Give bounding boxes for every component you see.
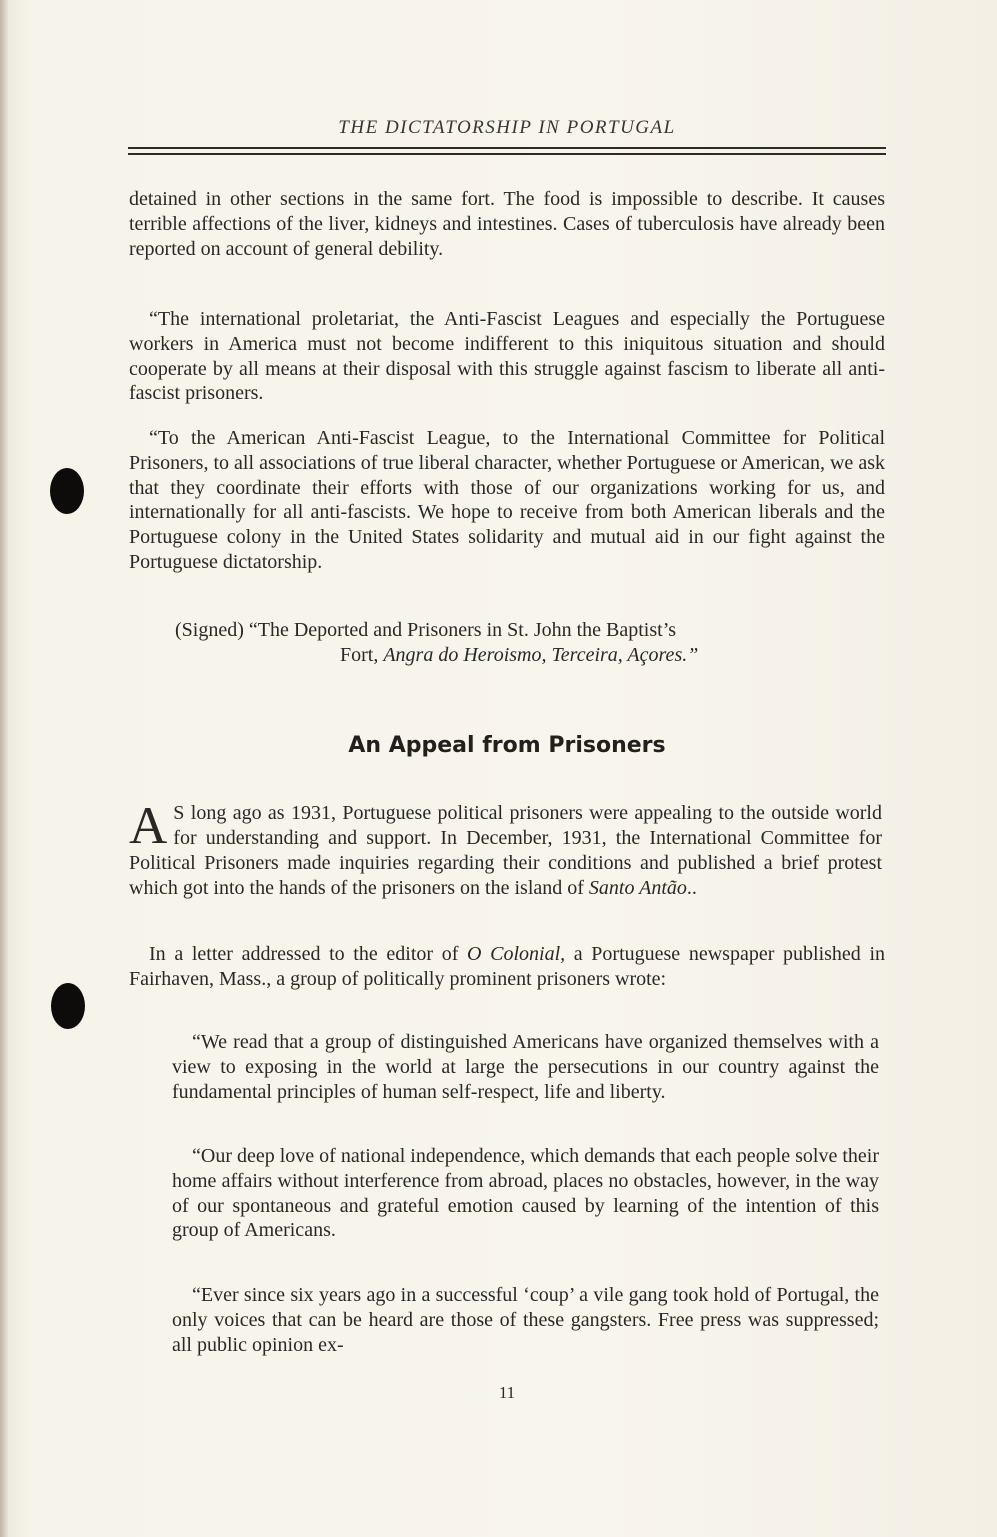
drop-cap-initial: A (129, 797, 168, 855)
signature-fort: Fort, (340, 644, 384, 666)
paragraph-dropcap (129, 797, 882, 901)
paragraph-continuation: detained in other sections in the same fort. The food is impossible to describe. It causes terrible affections of the liver, kidneys and intestines. Cases of tuberculosis have already been reported on account of general debility. (129, 188, 885, 260)
newspaper-name: O Colonial, (467, 943, 566, 965)
place-santo-antao: Santo Antão (588, 877, 687, 899)
quote-paragraph-1: “We read that a group of distinguished Americans have organized themselves with a view to exposing in the world at large the persecutions in our country against the fundamental principles of human self-respect, life and liberty. (172, 1031, 879, 1103)
dropcap-text: S long ago as 1931, Portuguese political prisoners were appealing to the outside world for understanding and support. In December, 1931, the International Committee for Political Prisoners made inquiries regarding their conditions and published a brief protest which got into the hands of the prisoners on the island of (129, 802, 882, 899)
punch-hole-upper (50, 468, 84, 514)
signature-line-2 (175, 643, 875, 668)
signature-block (175, 618, 875, 668)
running-head: THE DICTATORSHIP IN PORTUGAL (338, 117, 676, 138)
binding-edge (0, 0, 8, 1537)
punch-hole-lower (51, 983, 85, 1029)
paragraph-letter-intro (129, 942, 885, 992)
header-rule-bottom (128, 153, 886, 155)
page-number: 11 (498, 1383, 516, 1402)
quote-paragraph-2: “Our deep love of national independence, which demands that each people solve their home affairs without interference from abroad, places no obstacles, however, in the way of our spontaneous and grateful emotion caused by learning of the intention of this group of Americans. (172, 1145, 879, 1242)
quote-paragraph-3: “Ever since six years ago in a successful ‘coup’ a vile gang took hold of Portugal, the only voices that can be heard are those of these gangsters. Free press was suppressed; all public opinion ex- (172, 1284, 879, 1356)
section-heading: An Appeal from Prisoners (348, 733, 666, 758)
dropcap-end: .. (686, 877, 697, 899)
letter-intro-before: In a letter addressed to the editor of (149, 943, 468, 965)
signature-place: Angra do Heroismo, Terceira, Açores.” (383, 644, 699, 666)
paragraph-proletariat: “The international proletariat, the Anti-Fascist Leagues and especially the Portuguese workers in America must not become indifferent to this iniquitous situation and should cooperate by all means at their disposal with this struggle against fascism to liberate all anti-fascist prisoners. (129, 308, 885, 405)
signature-line-1: (Signed) “The Deported and Prisoners in St. John the Baptist’s (175, 619, 677, 641)
letter-intro-after: a Portuguese newspaper published in Fairhaven, Mass., a group of politically prominent prisoners wrote: (129, 943, 885, 990)
paragraph-appeal-leagues: “To the American Anti-Fascist League, to the International Committee for Political Prisoners, to all associations of true liberal character, whether Portuguese or American, we ask that they coordinate their efforts with those of our organizations working for us, and internationally for all anti-fascists. We hope to receive from both American liberals and the Portuguese colony in the United States solidarity and mutual aid in our fight against the Portuguese dictatorship. (129, 427, 885, 573)
header-rule-top (128, 147, 886, 149)
